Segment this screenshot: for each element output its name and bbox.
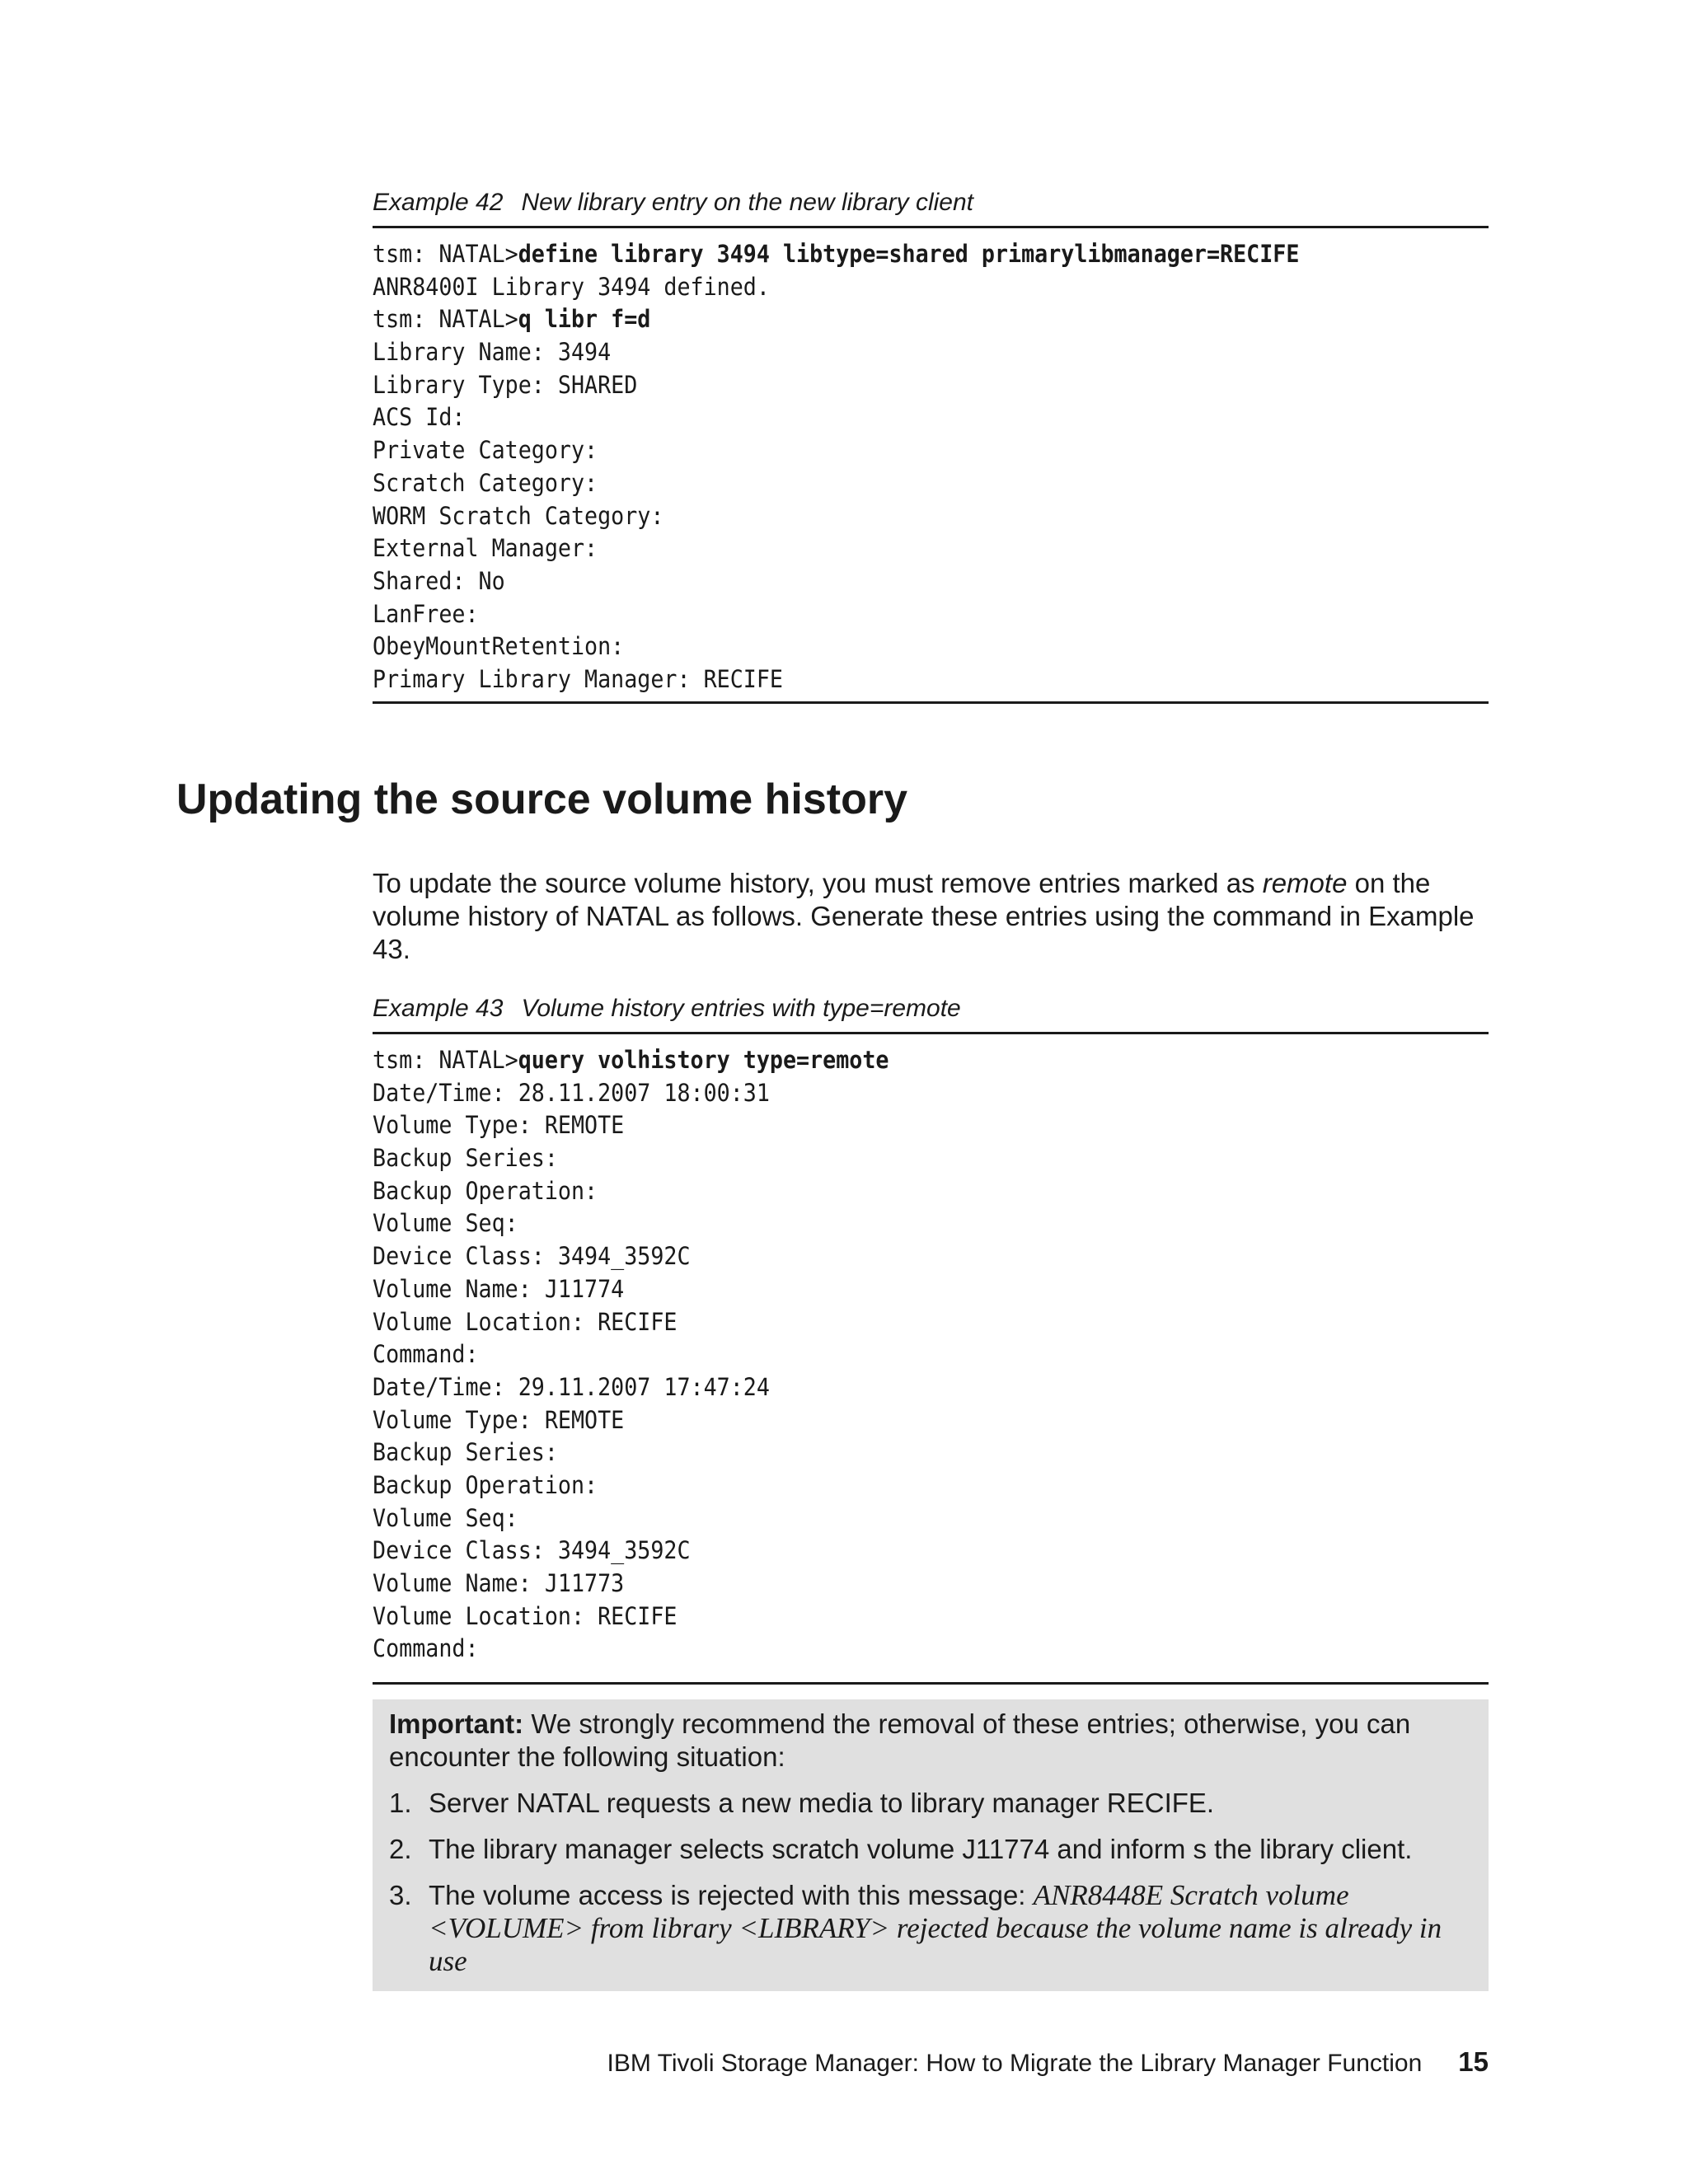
code-line [373, 369, 1489, 402]
code-line [373, 401, 1489, 434]
section-title: Updating the source volume history [176, 776, 908, 823]
code-line [373, 663, 1489, 696]
code-line-content [373, 500, 663, 533]
list-item-number: 2. [389, 1834, 412, 1864]
code-line [373, 467, 1489, 500]
code-line-content [373, 1535, 691, 1568]
code-text: Device Class: 3494_3592C [373, 1536, 691, 1565]
code-line-content [373, 1601, 677, 1633]
section-paragraph [373, 867, 1489, 966]
code-line-content [373, 238, 1299, 271]
list-item [389, 1833, 1472, 1866]
code-line [373, 238, 1489, 271]
code-line [373, 565, 1489, 598]
code-line-content [373, 271, 770, 304]
code-text: tsm: NATAL> [373, 240, 518, 268]
code-line [373, 500, 1489, 533]
code-text: Backup Operation: [373, 1470, 598, 1499]
footer-title: IBM Tivoli Storage Manager: How to Migrate the Library Manager Function [607, 2050, 1423, 2077]
code-line-content [373, 1338, 479, 1371]
code-line [373, 271, 1489, 304]
code-text: ANR8400I Library 3494 defined. [373, 272, 770, 301]
code-line-content [373, 1175, 598, 1208]
code-line [373, 1469, 1489, 1502]
code-text: Backup Series: [373, 1144, 558, 1173]
code-line [373, 1404, 1489, 1437]
example-43-caption [373, 994, 1489, 1024]
code-line-content [373, 1502, 518, 1535]
example-43-code [373, 1032, 1489, 1685]
code-line [373, 1175, 1489, 1208]
code-text: tsm: NATAL> [373, 1046, 518, 1074]
code-line [373, 336, 1489, 369]
code-line [373, 1502, 1489, 1535]
code-text: Volume Type: REMOTE [373, 1405, 625, 1434]
code-line [373, 1240, 1489, 1273]
paragraph-text-1: To update the source volume history, you must remove entries marked as [373, 868, 1263, 898]
page-number: 15 [1458, 2046, 1489, 2077]
code-line-content [373, 1207, 518, 1240]
list-item [389, 1787, 1472, 1820]
code-command: q libr f=d [518, 305, 651, 334]
list-item-text: Server NATAL requests a new media to library manager RECIFE. [429, 1788, 1215, 1818]
code-text: Volume Name: J11773 [373, 1569, 625, 1597]
code-line-content [373, 1633, 479, 1666]
code-line [373, 598, 1489, 631]
code-line [373, 434, 1489, 467]
code-text: Volume Location: RECIFE [373, 1307, 678, 1336]
code-line-content [373, 303, 650, 336]
code-text: ACS Id: [373, 403, 466, 432]
code-line-content [373, 1273, 624, 1306]
code-line [373, 1568, 1489, 1601]
list-item-number: 3. [389, 1880, 412, 1910]
code-line [373, 1109, 1489, 1142]
code-text: Date/Time: 29.11.2007 17:47:24 [373, 1372, 770, 1401]
code-line-content [373, 467, 598, 500]
example-42-caption [373, 188, 1489, 218]
code-line [373, 303, 1489, 336]
code-text: Command: [373, 1340, 479, 1369]
code-text: WORM Scratch Category: [373, 501, 664, 530]
code-text: LanFree: [373, 599, 479, 628]
code-line [373, 1044, 1489, 1077]
code-line [373, 1142, 1489, 1175]
code-line [373, 630, 1489, 663]
code-line-content [373, 630, 624, 663]
error-message: ANR8448E Scratch volume <VOLUME> from library <LIBRARY> rejected because the volume name is already in use [429, 1879, 1442, 1977]
important-lead [389, 1708, 1472, 1774]
important-text: We strongly recommend the removal of these entries; otherwise, you can encounter the following situation: [389, 1708, 1411, 1772]
paragraph-italic-remote: remote [1262, 868, 1348, 898]
list-item-number: 1. [389, 1788, 412, 1818]
code-line [373, 1601, 1489, 1633]
example-42-title: New library entry on the new library client [521, 189, 973, 216]
important-label: Important: [389, 1708, 524, 1739]
code-line-content [373, 1568, 624, 1601]
important-note [373, 1699, 1489, 1991]
code-line-content [373, 598, 479, 631]
code-line-content [373, 1306, 677, 1339]
code-text: Date/Time: 28.11.2007 18:00:31 [373, 1078, 770, 1107]
code-text: Volume Seq: [373, 1503, 518, 1532]
code-text: Shared: No [373, 566, 505, 595]
code-line-content [373, 663, 783, 696]
code-line-content [373, 1404, 624, 1437]
code-line-content [373, 1469, 598, 1502]
code-text: Private Category: [373, 436, 598, 465]
code-line-content [373, 532, 598, 565]
code-text: Volume Type: REMOTE [373, 1111, 625, 1140]
paragraph-text-2: on the volume history of NATAL as follows. Generate these entries using the command in Example 43. [373, 868, 1475, 964]
code-line-content [373, 1436, 558, 1469]
code-command: define library 3494 libtype=shared primarylibmanager=RECIFE [518, 240, 1300, 268]
code-command: query volhistory type=remote [518, 1046, 889, 1074]
code-text: Volume Location: RECIFE [373, 1601, 678, 1630]
code-line-content [373, 1044, 889, 1077]
code-line-content [373, 336, 611, 369]
code-line [373, 1273, 1489, 1306]
code-line-content [373, 369, 637, 402]
code-text: External Manager: [373, 534, 598, 563]
code-text: Scratch Category: [373, 468, 598, 497]
list-item-text: The library manager selects scratch volume J11774 and inform s the library client. [429, 1834, 1413, 1864]
code-line-content [373, 1077, 770, 1110]
code-line [373, 1338, 1489, 1371]
code-line-content [373, 565, 505, 598]
code-line [373, 1207, 1489, 1240]
example-42-number: Example 42 [373, 189, 504, 216]
code-line-content [373, 401, 465, 434]
code-line-content [373, 434, 598, 467]
code-text: Library Type: SHARED [373, 370, 638, 399]
code-line [373, 1535, 1489, 1568]
code-text: Backup Operation: [373, 1176, 598, 1205]
code-line [373, 1306, 1489, 1339]
list-item-text: The volume access is rejected with this message: [429, 1880, 1034, 1910]
code-line-content [373, 1371, 770, 1404]
code-line-content [373, 1109, 624, 1142]
example-42-code [373, 226, 1489, 704]
code-text: ObeyMountRetention: [373, 632, 625, 661]
page-footer [373, 2047, 1489, 2079]
example-43-title: Volume history entries with type=remote [521, 995, 961, 1022]
code-text: Backup Series: [373, 1438, 558, 1467]
list-item [389, 1879, 1472, 1978]
code-line-content [373, 1142, 558, 1175]
code-text: Library Name: 3494 [373, 338, 612, 367]
code-text: tsm: NATAL> [373, 305, 518, 334]
code-text: Volume Seq: [373, 1209, 518, 1238]
code-text: Device Class: 3494_3592C [373, 1242, 691, 1271]
code-text: Command: [373, 1634, 479, 1663]
code-text: Primary Library Manager: RECIFE [373, 664, 783, 693]
code-line [373, 1371, 1489, 1404]
code-line [373, 1077, 1489, 1110]
code-line [373, 1436, 1489, 1469]
example-43-number: Example 43 [373, 995, 504, 1022]
important-list [389, 1787, 1472, 1978]
code-line [373, 1633, 1489, 1666]
code-text: Volume Name: J11774 [373, 1274, 625, 1303]
code-line [373, 532, 1489, 565]
code-line-content [373, 1240, 691, 1273]
